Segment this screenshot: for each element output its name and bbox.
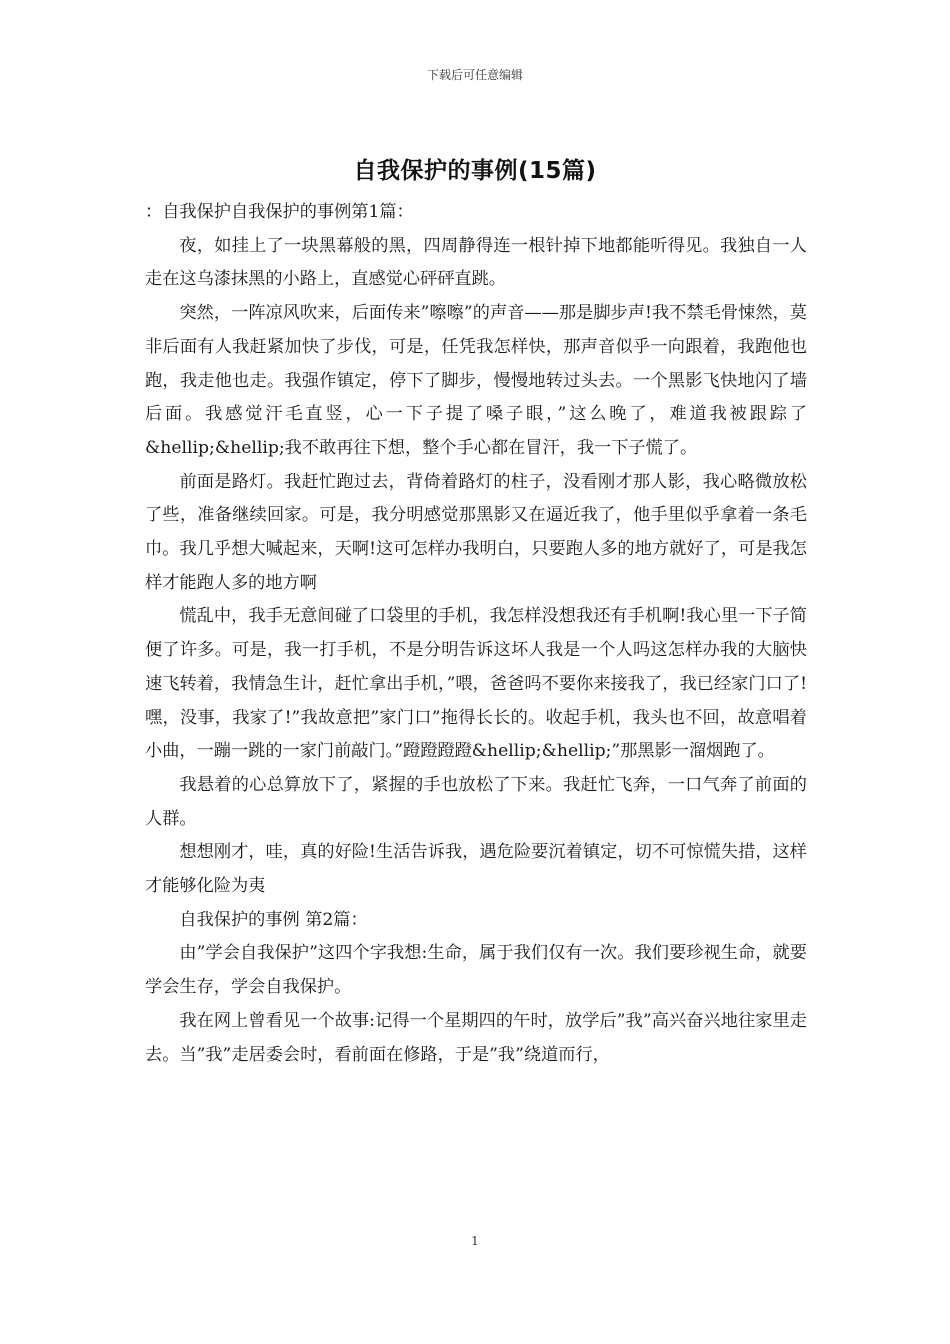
- document-body: [145, 196, 807, 1072]
- document-title: 自我保护的事例(15篇): [353, 158, 597, 184]
- page-number: 1: [471, 1234, 479, 1248]
- paragraph: 夜，如挂上了一块黑幕般的黑，四周静得连一根针掉下地都能听得见。我独自一人走在这乌漆抹黑的小路上，直感觉心砰砰直跳。: [145, 235, 807, 290]
- paragraph-intro: ：自我保护自我保护的事例第1篇：: [145, 202, 414, 222]
- paragraph: 由”学会自我保护”这四个字我想:生命，属于我们仅有一次。我们要珍视生命，就要学会生存，学会自我保护。: [145, 943, 807, 998]
- section-heading: 自我保护的事例 第2篇：: [179, 909, 368, 930]
- paragraph: 我悬着的心总算放下了，紧握的手也放松了下来。我赶忙飞奔，一口气奔了前面的人群。: [145, 774, 807, 829]
- paragraph: 前面是路灯。我赶忙跑过去，背倚着路灯的柱子，没看刚才那人影，我心略微放松了些，准备继续回家。可是，我分明感觉那黑影又在逼近我了，他手里似乎拿着一条毛巾。我几乎想大喊起来，天啊!这可怎样办我明白，只要跑人多的地方就好了，可是我怎样才能跑人多的地方啊: [145, 471, 807, 593]
- header-note: 下载后可任意编辑: [426, 68, 523, 82]
- paragraph: 想想刚才，哇，真的好险!生活告诉我，遇危险要沉着镇定，切不可惊慌失措，这样才能够化险为夷: [145, 842, 807, 897]
- paragraph: 慌乱中，我手无意间碰了口袋里的手机，我怎样没想我还有手机啊!我心里一下子简便了许多。可是，我一打手机，不是分明告诉这坏人我是一个人吗这怎样办我的大脑快速飞转着，我情急生计，赶忙拿出手机，”喂，爸爸吗不要你来接我了，我已经家门口了!嘿，没事，我家了!”我故意把”家门口”拖得长长的。收起手机，我头也不回，故意唱着小曲，一蹦一跳的一家门前敲门。”蹬蹬蹬蹬&hellip;&hellip;”那黑影一溜烟跑了。: [145, 606, 807, 762]
- paragraph: 突然，一阵凉风吹来，后面传来”嚓嚓”的声音——那是脚步声!我不禁毛骨悚然，莫非后面有人我赶紧加快了步伐，可是，任凭我怎样快，那声音似乎一向跟着，我跑他也跑，我走他也走。我强作镇定，停下了脚步，慢慢地转过头去。一个黑影飞快地闪了墙后面。我感觉汗毛直竖，心一下子提了嗓子眼，”这么晚了，难道我被跟踪了&hellip;&hellip;我不敢再往下想，整个手心都在冒汗，我一下子慌了。: [145, 303, 807, 458]
- paragraph: 我在网上曾看见一个故事:记得一个星期四的午时，放学后”我”高兴奋兴地往家里走去。当”我”走居委会时，看前面在修路，于是”我”绕道而行，: [145, 1010, 807, 1065]
